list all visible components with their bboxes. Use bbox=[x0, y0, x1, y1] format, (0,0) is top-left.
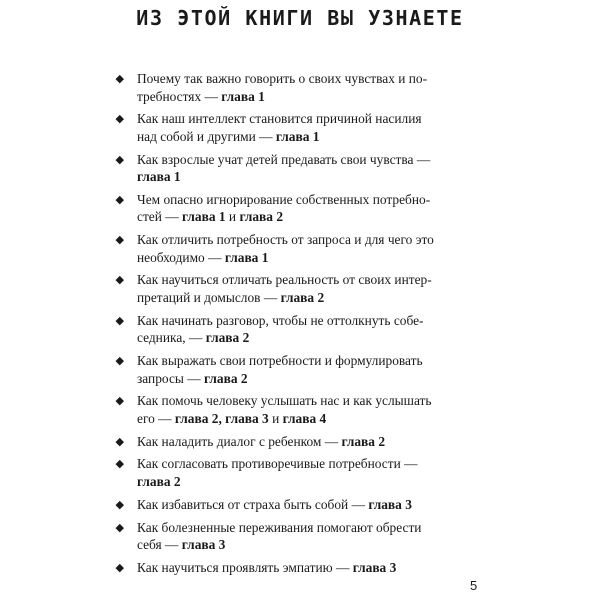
item-text: Как начинать разговор, чтобы не оттолкнуть собе- bbox=[137, 312, 424, 328]
item-line bbox=[137, 559, 457, 577]
chapter-reference: глава 2 bbox=[239, 209, 284, 225]
item-line bbox=[137, 519, 457, 537]
list-item bbox=[117, 70, 457, 105]
list-item bbox=[117, 110, 457, 145]
item-line bbox=[137, 329, 457, 347]
item-text: Как избавиться от страха быть собой — bbox=[137, 496, 369, 512]
item-line bbox=[137, 473, 457, 491]
item-text: и bbox=[225, 209, 240, 225]
list-item bbox=[117, 312, 457, 347]
item-line bbox=[137, 455, 457, 473]
item-line bbox=[137, 231, 457, 249]
item-text: Почему так важно говорить о своих чувствах и по- bbox=[137, 71, 428, 86]
chapter-reference: глава 3 bbox=[352, 559, 397, 575]
list-item bbox=[117, 352, 457, 387]
list-item bbox=[117, 191, 457, 226]
item-text: Как выражать свои потребности и формулировать bbox=[137, 353, 423, 369]
diamond-bullet-icon bbox=[116, 460, 124, 468]
list-item bbox=[117, 496, 457, 514]
diamond-bullet-icon bbox=[116, 357, 124, 365]
item-line bbox=[137, 536, 457, 554]
diamond-bullet-icon bbox=[116, 155, 124, 163]
item-text: Как помочь человеку услышать нас и как услышать bbox=[137, 393, 432, 409]
item-line bbox=[137, 433, 457, 451]
chapter-reference: глава 1 bbox=[182, 209, 226, 225]
chapter-reference: глава 1 bbox=[275, 128, 320, 144]
item-text: Как болезненные переживания помогают обрести bbox=[137, 519, 422, 535]
chapter-reference: глава 1 bbox=[224, 249, 269, 265]
item-text: себя — bbox=[137, 537, 182, 553]
item-text: требностях — bbox=[137, 88, 222, 104]
list-item bbox=[117, 559, 457, 577]
item-text: Как научиться отличать реальность от своих интер- bbox=[137, 272, 432, 288]
diamond-bullet-icon bbox=[116, 501, 124, 509]
chapter-reference: глава 3 bbox=[368, 496, 412, 512]
chapter-reference: глава 2 bbox=[341, 433, 386, 449]
diamond-bullet-icon bbox=[116, 523, 124, 531]
diamond-bullet-icon bbox=[116, 564, 124, 572]
list-item bbox=[117, 151, 457, 186]
item-line bbox=[137, 352, 457, 370]
diamond-bullet-icon bbox=[116, 317, 124, 325]
chapter-reference: глава 2 bbox=[203, 370, 248, 386]
item-text: над собой и другими — bbox=[137, 128, 276, 144]
item-text: Как согласовать противоречивые потребности — bbox=[137, 456, 418, 472]
list-item bbox=[117, 455, 457, 490]
item-line bbox=[137, 70, 457, 88]
list-item bbox=[117, 519, 457, 554]
item-line bbox=[137, 151, 457, 169]
item-text: запросы — bbox=[137, 370, 204, 386]
chapter-reference: глава 2, глава 3 bbox=[174, 410, 269, 426]
chapter-reference: глава 2 bbox=[137, 473, 181, 489]
chapter-reference: глава 3 bbox=[181, 537, 226, 553]
item-text: седника, — bbox=[137, 330, 206, 346]
item-line bbox=[137, 370, 457, 388]
diamond-bullet-icon bbox=[116, 438, 124, 446]
item-text: и bbox=[268, 410, 283, 426]
chapter-reference: глава 2 bbox=[205, 330, 250, 346]
list-item bbox=[117, 392, 457, 427]
item-line bbox=[137, 496, 457, 514]
item-line bbox=[137, 271, 457, 289]
chapter-reference: глава 4 bbox=[282, 410, 327, 426]
item-text: Как взрослые учат детей предавать свои чувства — bbox=[137, 151, 431, 167]
item-line bbox=[137, 191, 457, 209]
item-line bbox=[137, 392, 457, 410]
item-text: претаций и домыслов — bbox=[137, 289, 281, 305]
list-item bbox=[117, 433, 457, 451]
item-line bbox=[137, 410, 457, 428]
item-text: Чем опасно игнорирование собственных потребно- bbox=[137, 191, 431, 207]
diamond-bullet-icon bbox=[116, 75, 124, 83]
chapter-reference: глава 2 bbox=[280, 289, 325, 305]
diamond-bullet-icon bbox=[116, 115, 124, 123]
item-text: стей — bbox=[137, 209, 182, 225]
item-line bbox=[137, 110, 457, 128]
diamond-bullet-icon bbox=[116, 196, 124, 204]
item-text: Как наладить диалог с ребенком — bbox=[137, 433, 342, 449]
item-line bbox=[137, 168, 457, 186]
item-text: его — bbox=[137, 410, 175, 426]
item-text: необходимо — bbox=[137, 249, 225, 265]
item-text: Как отличить потребность от запроса и для чего это bbox=[137, 232, 434, 248]
item-text: Как научиться проявлять эмпатию — bbox=[137, 559, 353, 575]
diamond-bullet-icon bbox=[116, 276, 124, 284]
item-line bbox=[137, 128, 457, 146]
topics-list bbox=[117, 70, 457, 582]
chapter-reference: глава 1 bbox=[137, 169, 181, 185]
item-line bbox=[137, 88, 457, 106]
item-line bbox=[137, 289, 457, 307]
item-text: Как наш интеллект становится причиной насилия bbox=[137, 111, 422, 127]
diamond-bullet-icon bbox=[116, 397, 124, 405]
page-number: 5 bbox=[470, 578, 478, 593]
list-item bbox=[117, 271, 457, 306]
diamond-bullet-icon bbox=[116, 236, 124, 244]
item-line bbox=[137, 312, 457, 330]
page-heading: ИЗ ЭТОЙ КНИГИ ВЫ УЗНАЕТЕ bbox=[136, 6, 464, 30]
item-line bbox=[137, 208, 457, 226]
chapter-reference: глава 1 bbox=[221, 88, 265, 104]
item-line bbox=[137, 249, 457, 267]
list-item bbox=[117, 231, 457, 266]
